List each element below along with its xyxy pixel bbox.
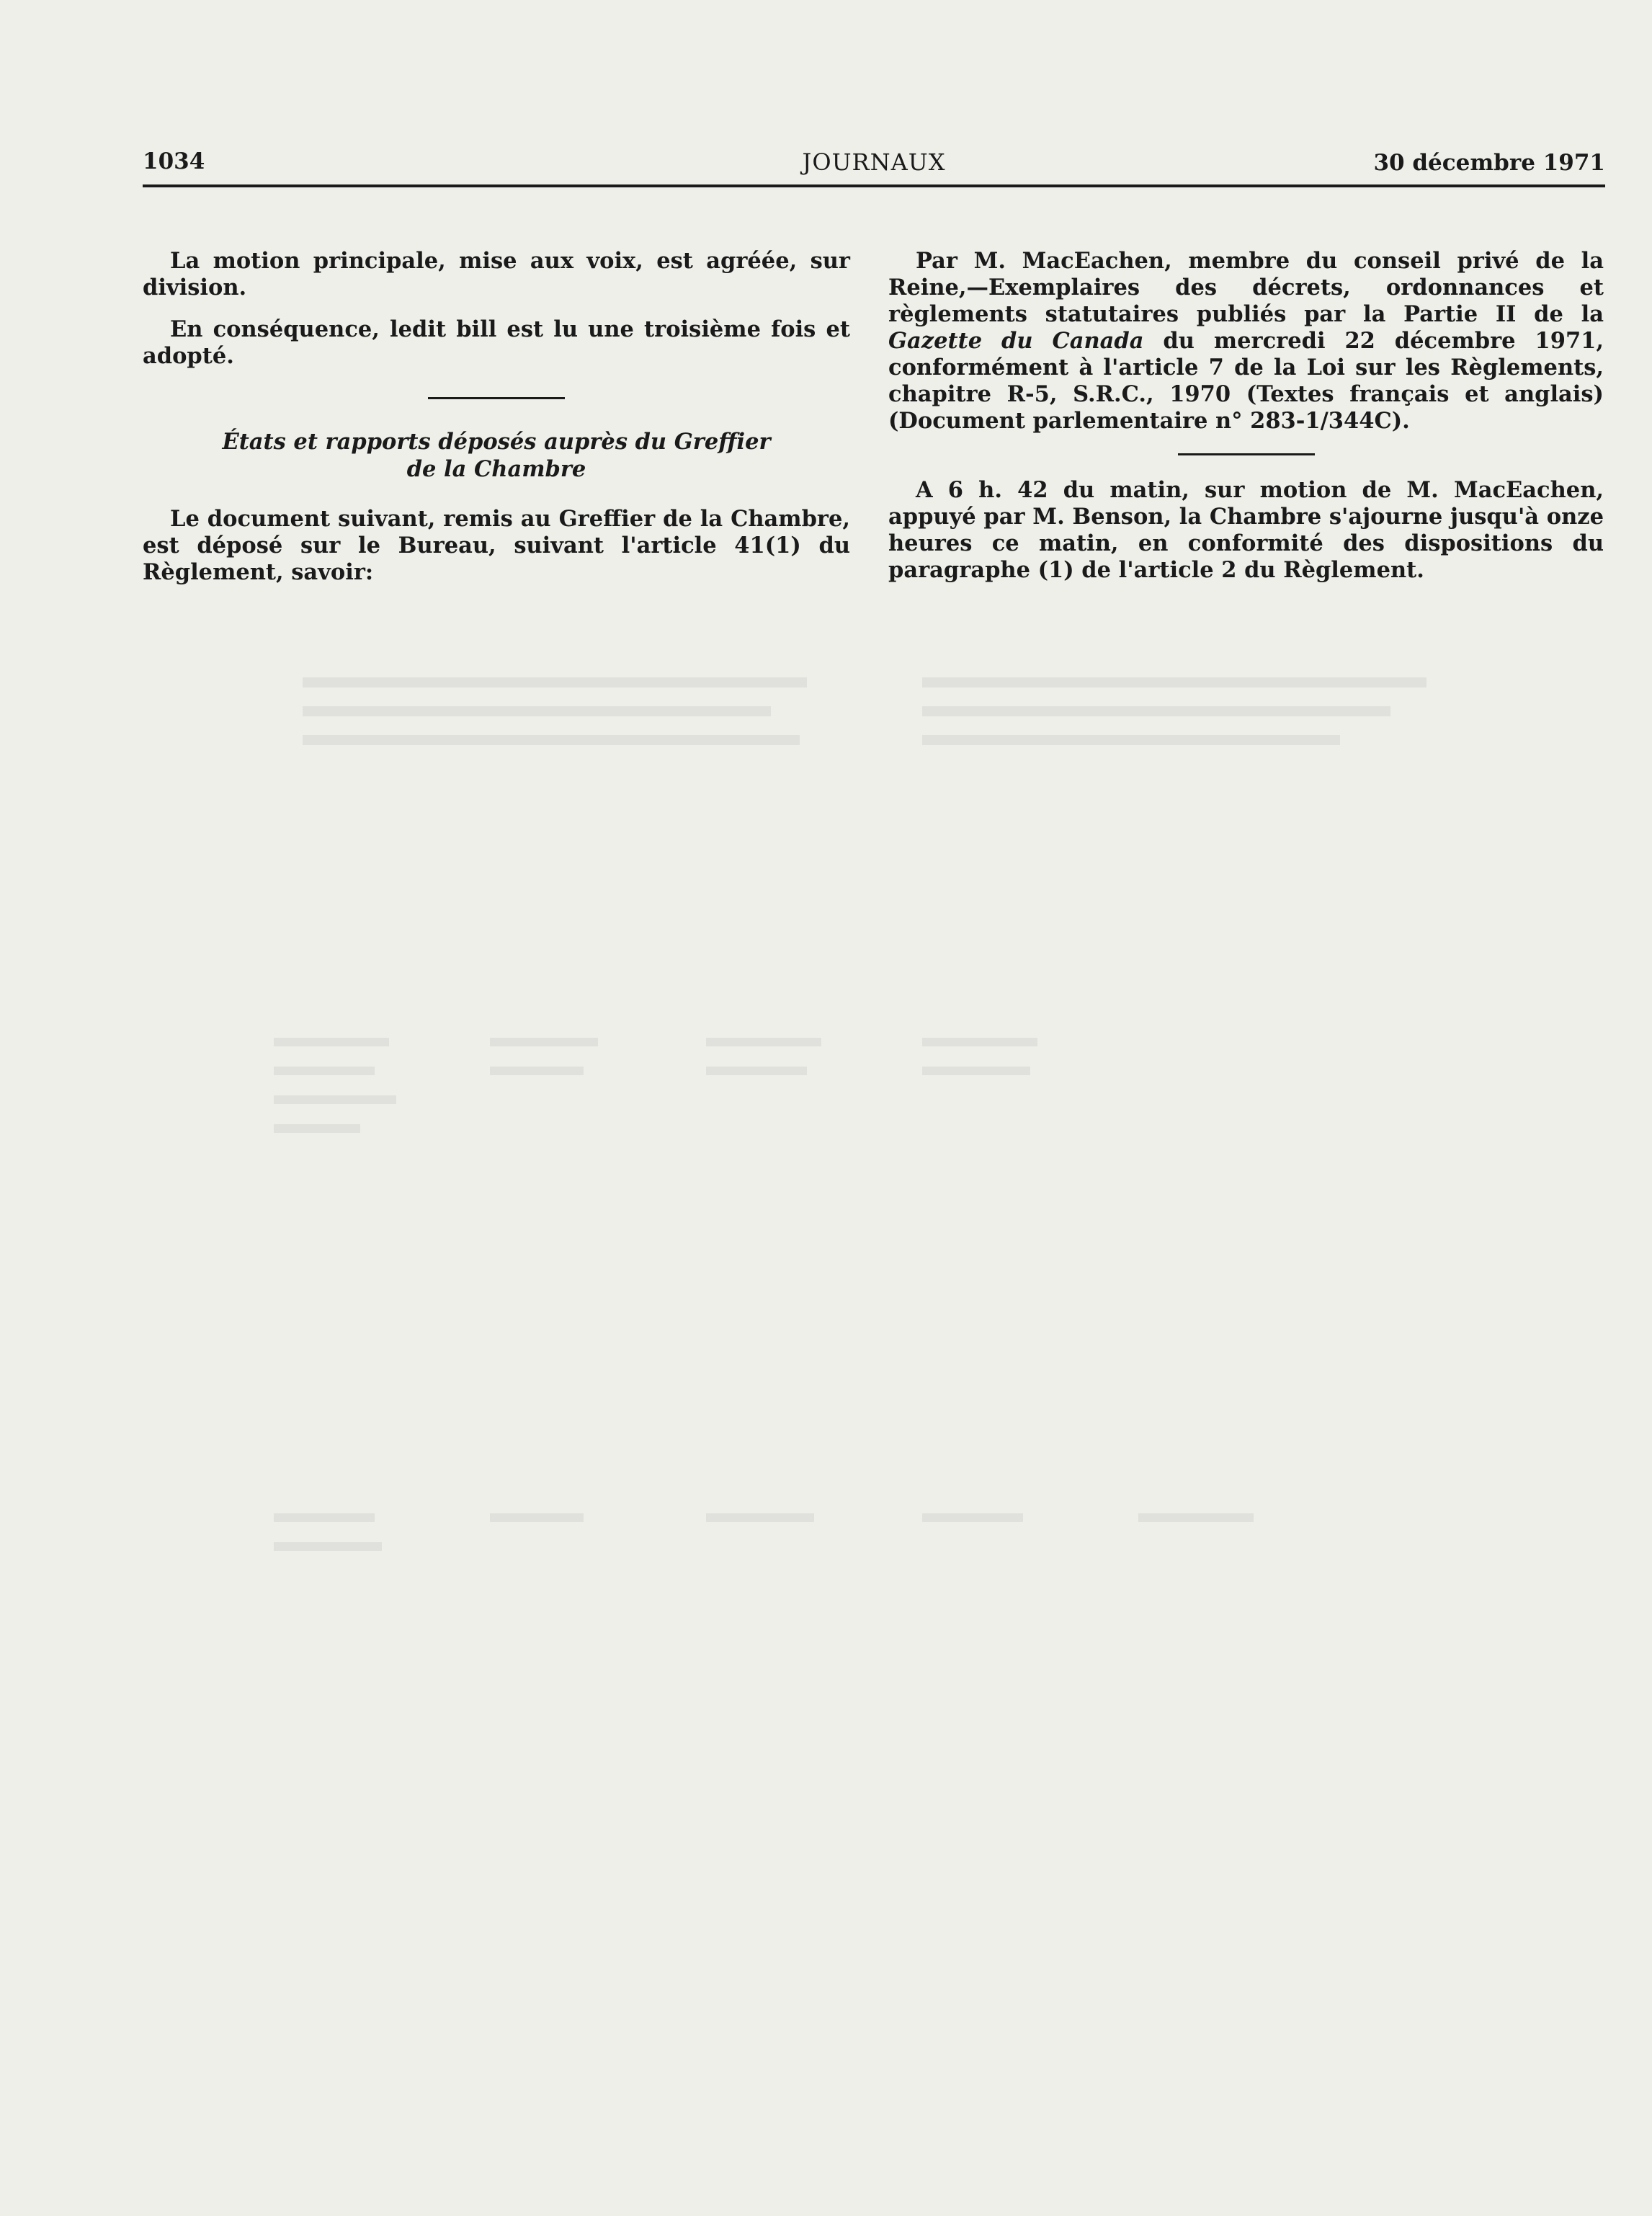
paragraph-document-tabled: Le document suivant, remis au Greffier de la Chambre, est déposé sur le Bureau, suivant l'article 41(1) du Règlement, savoir: xyxy=(143,506,850,585)
paragraph-third-reading: En conséquence, ledit bill est lu une troisième fois et adopté. xyxy=(143,316,850,369)
section-divider xyxy=(428,397,565,399)
right-column xyxy=(888,248,1604,599)
section-heading-line1: États et rapports déposés auprès du Greffier xyxy=(222,429,771,455)
page-number: 1034 xyxy=(143,148,205,174)
paragraph-maceachen-documents xyxy=(888,248,1604,435)
bleed-through-texture xyxy=(274,649,1607,2126)
journal-title: JOURNAUX xyxy=(802,148,946,176)
gazette-title: Gazette du Canada xyxy=(888,328,1144,354)
section-heading-line2: de la Chambre xyxy=(406,456,586,482)
page-header xyxy=(143,148,1605,187)
section-divider xyxy=(1178,453,1315,455)
paragraph-adjournment: A 6 h. 42 du matin, sur motion de M. MacEachen, appuyé par M. Benson, la Chambre s'ajourne jusqu'à onze heures ce matin, en conformité des dispositions du paragraphe (1) de l'article 2 du Règlement. xyxy=(888,477,1604,583)
left-column xyxy=(143,248,850,601)
page-date: 30 décembre 1971 xyxy=(1373,150,1605,176)
section-heading xyxy=(143,428,850,483)
text-segment: du mercredi 22 décembre 1971, conformément à l'article 7 de la Loi sur les Règlements, chapitre R-5, S.R.C., 1970 (Textes français et anglais) (Document parlementaire n° 283-1/344C). xyxy=(888,328,1604,434)
paragraph-main-motion: La motion principale, mise aux voix, est agréée, sur division. xyxy=(143,248,850,301)
text-segment: Par M. MacEachen, membre du conseil privé de la Reine,—Exemplaires des décrets, ordonnances et règlements statutaires publiés par la Partie II de la xyxy=(888,248,1604,327)
